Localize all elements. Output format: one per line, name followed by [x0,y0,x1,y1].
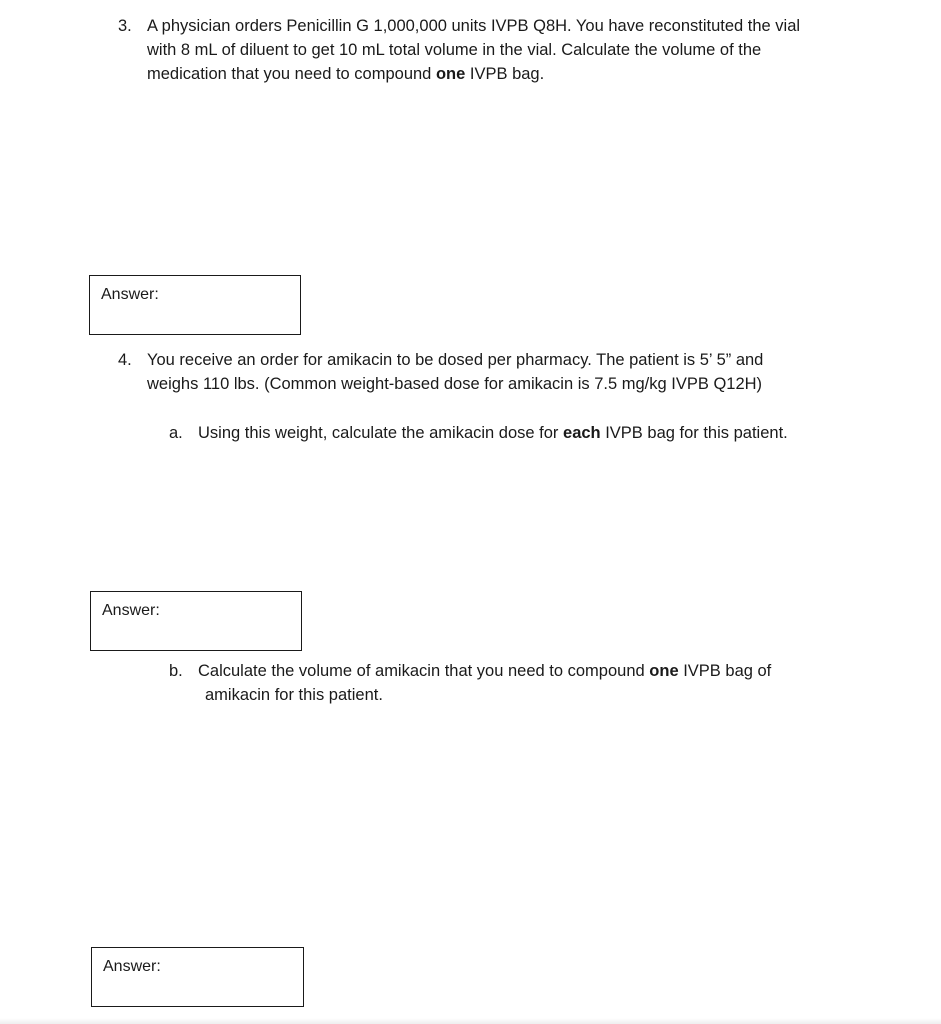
question-4-text [147,348,927,396]
question-3-number: 3. [118,17,132,35]
answer-label: Answer: [101,286,159,303]
answer-label: Answer: [102,602,160,619]
question-4b-line-1-post: IVPB bag of [678,662,772,680]
question-4a-emphasis: each [563,424,601,442]
question-4b-text [198,659,918,707]
question-3-emphasis: one [435,65,466,83]
question-4b-line-2: amikacin for this patient. [205,686,383,704]
question-4a-text-post: IVPB bag for this patient. [600,424,788,442]
question-4a-letter: a. [169,424,183,442]
page-bottom-edge [0,1018,941,1024]
question-4-line-1: You receive an order for amikacin to be dosed per pharmacy. The patient is 5’ 5” and [147,351,764,369]
answer-label: Answer: [103,958,161,975]
question-4b-line-1 [198,659,918,683]
answer-box-question-3[interactable] [89,275,301,335]
question-4b-emphasis: one [649,662,679,680]
question-4a-text [198,421,918,445]
answer-box-question-4b[interactable] [91,947,304,1007]
question-3-line-3-pre: medication that you need to compound [147,65,436,83]
question-4b-line-1-pre: Calculate the volume of amikacin that you need to compound [198,662,650,680]
question-4-number: 4. [118,351,132,369]
question-3-line-3 [147,62,927,86]
question-3-line-1: A physician orders Penicillin G 1,000,000 units IVPB Q8H. You have reconstituted the vial [147,17,801,35]
question-3-line-3-post: IVPB bag. [465,65,545,83]
question-4b-letter: b. [169,662,183,680]
question-3-text [147,14,927,86]
question-4a-text-pre: Using this weight, calculate the amikacin dose for [198,424,564,442]
question-4-line-2: weighs 110 lbs. (Common weight-based dose for amikacin is 7.5 mg/kg IVPB Q12H) [147,375,763,393]
question-3-line-2: with 8 mL of diluent to get 10 mL total volume in the vial. Calculate the volume of the [147,41,762,59]
answer-box-question-4a[interactable] [90,591,302,651]
